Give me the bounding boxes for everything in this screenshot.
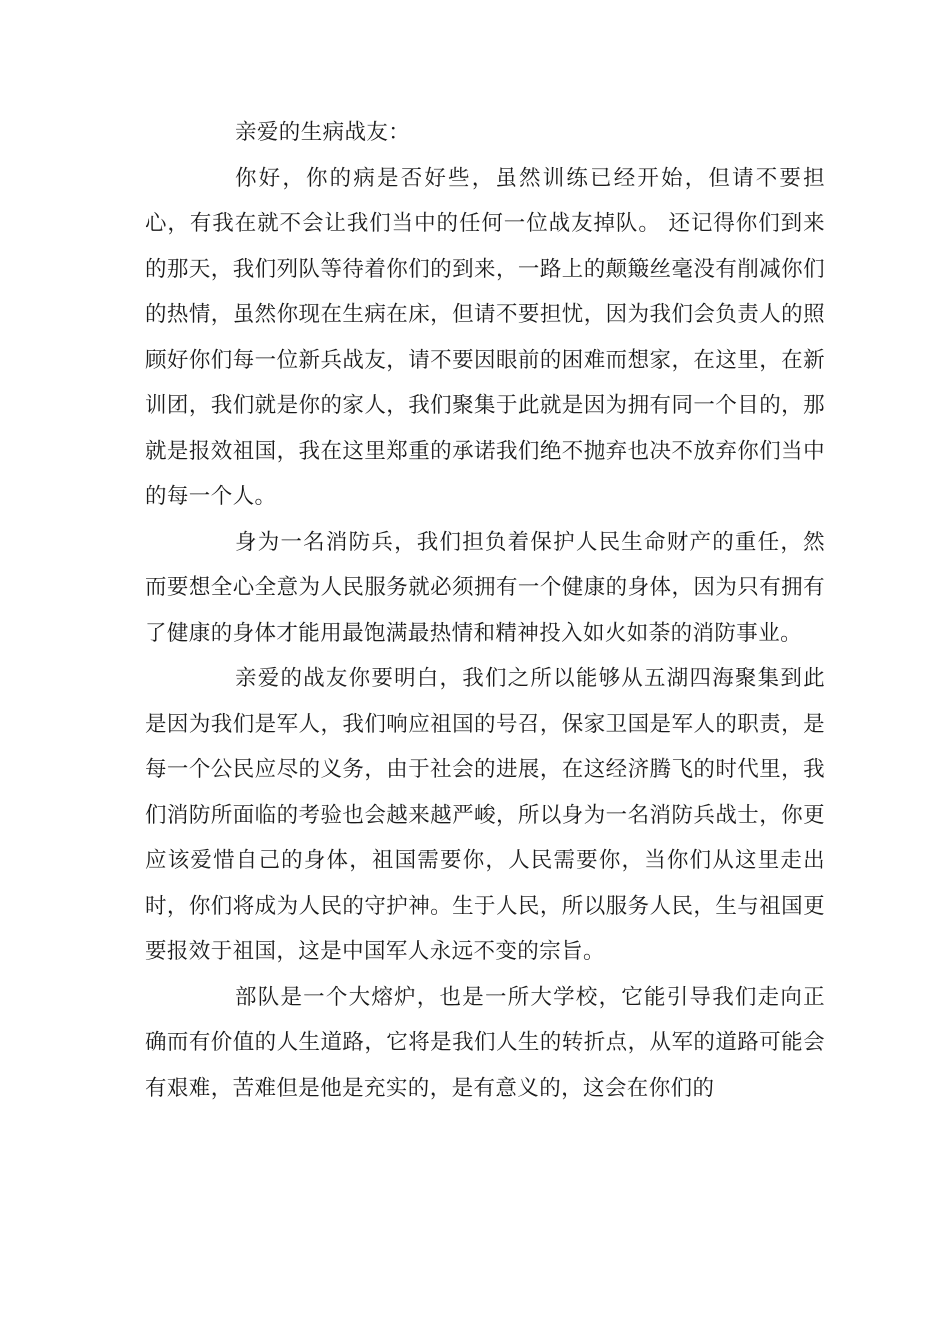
letter-paragraph-2: 身为一名消防兵，我们担负着保护人民生命财产的重任，然而要想全心全意为人民服务就必须拥有一个健康的身体，因为只有拥有了健康的身体才能用最饱满最热情和精神投入如火如荼的消防事业。	[145, 529, 825, 646]
letter-paragraph-1: 你好，你的病是否好些，虽然训练已经开始，但请不要担心，有我在就不会让我们当中的任何一位战友掉队。 还记得你们到来的那天，我们列队等待着你们的到来，一路上的颠簸丝毫没有削减你们的热情，虽然你现在生病在床，但请不要担忧，因为我们会负责人的照顾好你们每一位新兵战友，请不要因眼前的困难而想家，在这里，在新训团，我们就是你的家人，我们聚集于此就是因为拥有同一个目的，那就是报效祖国，我在这里郑重的承诺我们绝不抛弃也决不放弃你们当中的每一个人。	[145, 165, 825, 509]
letter-body	[145, 110, 825, 1111]
letter-salutation: 亲爱的生病战友：	[235, 120, 411, 145]
letter-paragraph-4: 部队是一个大熔炉，也是一所大学校，它能引导我们走向正确而有价值的人生道路，它将是我们人生的转折点，从军的道路可能会有艰难，苦难但是他是充实的，是有意义的，这会在你们的	[145, 984, 825, 1101]
letter-paragraph-3: 亲爱的战友你要明白，我们之所以能够从五湖四海聚集到此是因为我们是军人，我们响应祖国的号召，保家卫国是军人的职责，是每一个公民应尽的义务，由于社会的进展，在这经济腾飞的时代里，我们消防所面临的考验也会越来越严峻，所以身为一名消防兵战士，你更应该爱惜自己的身体，祖国需要你，人民需要你，当你们从这里走出时，你们将成为人民的守护神。生于人民，所以服务人民，生与祖国更要报效于祖国，这是中国军人永远不变的宗旨。	[145, 666, 825, 964]
